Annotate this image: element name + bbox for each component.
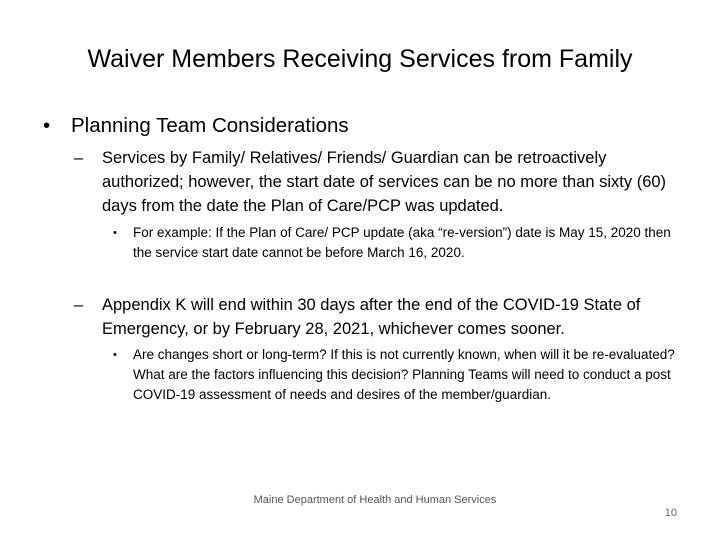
dash-icon: – [74, 296, 84, 314]
sub-bullet-services-text: Services by Family/ Relatives/ Friends/ Guardian can be retroactively authorized; however, the start date of services can be no more than sixty (60) days from the date the Plan of Care/PCP was updated. [102, 149, 667, 215]
changes-bullet-text: Are changes short or long-term? If this is not currently known, when will it be re-evaluated? What are the factors influencing this decision? Planning Teams will need to conduct a post COVID-19 assessment of needs and desires of the member/guardian. [133, 347, 675, 402]
dash-icon: – [74, 149, 84, 167]
small-bullet-icon: • [113, 349, 117, 361]
small-bullet-icon: • [113, 227, 117, 239]
page-number: 10 [664, 507, 677, 519]
slide-title: Waiver Members Receiving Services from Family [87, 45, 633, 73]
bullet-icon: • [43, 114, 51, 137]
example-bullet-text: For example: If the Plan of Care/ PCP update (aka “re-version”) date is May 15, 2020 then the service start date cannot be before March 16, 2020. [133, 225, 671, 260]
main-bullet-text: Planning Team Considerations [71, 114, 349, 137]
sub-bullet-appendix-k-text: Appendix K will end within 30 days after the end of the COVID-19 State of Emergency, or by February 28, 2021, whichever comes sooner. [102, 296, 641, 338]
footer-text: Maine Department of Health and Human Services [253, 494, 497, 506]
